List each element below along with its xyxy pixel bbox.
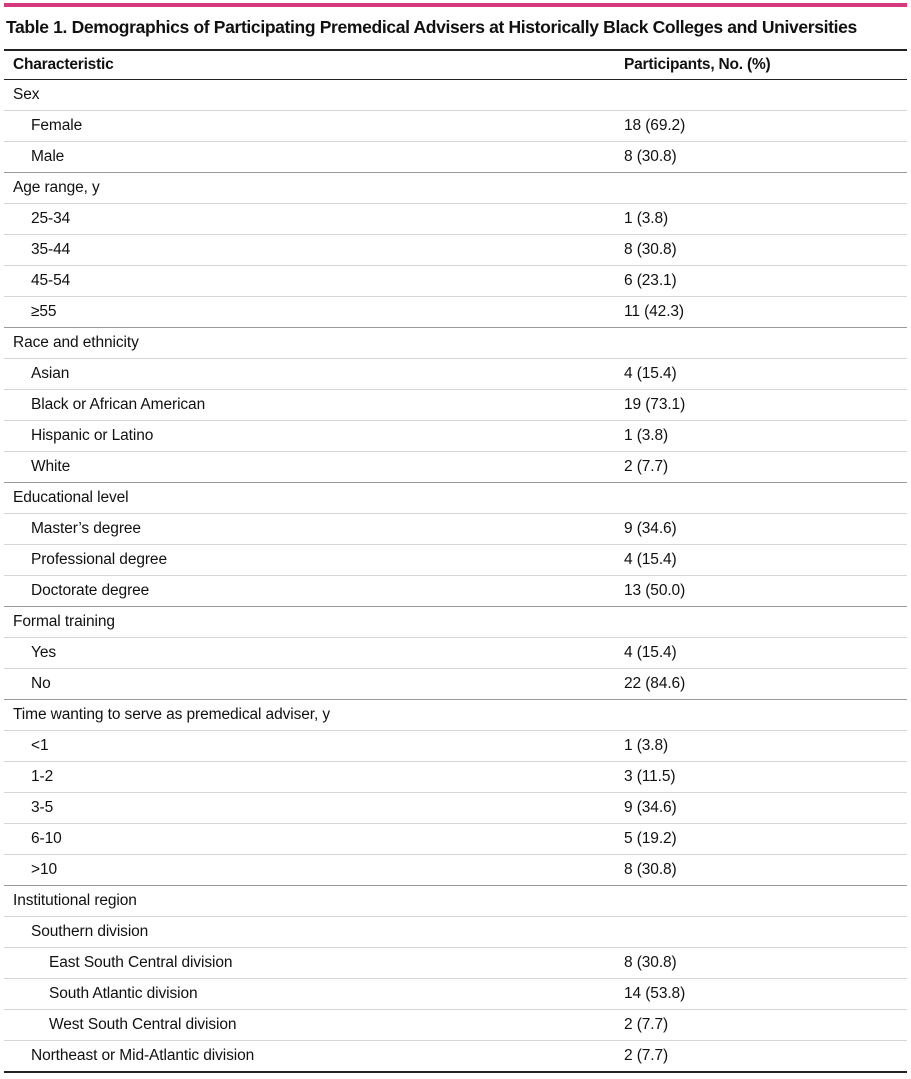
row-value <box>616 173 907 204</box>
row-label: Age range, y <box>4 173 616 204</box>
row-value: 2 (7.7) <box>616 452 907 483</box>
row-label: Race and ethnicity <box>4 328 616 359</box>
row-label: 45-54 <box>4 266 616 297</box>
row-label: Sex <box>13 86 40 103</box>
row-value <box>616 917 907 948</box>
row-label: Institutional region <box>4 886 616 917</box>
row-label: South Atlantic division <box>4 979 616 1010</box>
row-value: 3 (11.5) <box>616 762 907 793</box>
row-label: Asian <box>4 359 616 390</box>
row-label: Black or African American <box>4 390 616 421</box>
row-label: No <box>4 669 616 700</box>
row-label: Yes <box>4 638 616 669</box>
table-row <box>4 638 907 669</box>
row-label: 1-2 <box>4 762 616 793</box>
table-group-row <box>4 607 907 638</box>
row-value <box>616 483 907 514</box>
row-value: 9 (34.6) <box>616 793 907 824</box>
row-label: ≥55 <box>4 297 616 328</box>
row-value: 11 (42.3) <box>616 297 907 328</box>
row-value: 13 (50.0) <box>616 576 907 607</box>
row-label: Master’s degree <box>4 514 616 545</box>
table-row <box>4 235 907 266</box>
row-value: 2 (7.7) <box>616 1010 907 1041</box>
row-value: 8 (30.8) <box>616 855 907 886</box>
row-label: <1 <box>4 731 616 762</box>
row-value: 4 (15.4) <box>616 359 907 390</box>
row-value: 8 (30.8) <box>616 235 907 266</box>
row-label: 6-10 <box>4 824 616 855</box>
table-row <box>4 731 907 762</box>
row-label: 35-44 <box>4 235 616 266</box>
table-row <box>4 948 907 979</box>
row-label: 3-5 <box>4 793 616 824</box>
column-header-characteristic: Characteristic <box>4 51 616 80</box>
table-group-row <box>4 483 907 514</box>
row-value: 19 (73.1) <box>616 390 907 421</box>
table-body <box>4 80 907 1072</box>
table-title: Table 1. Demographics of Participating Premedical Advisers at Historically Black Colleges and Universities <box>6 17 857 37</box>
row-label: 25-34 <box>4 204 616 235</box>
table-row <box>4 1041 907 1072</box>
row-label: Northeast or Mid-Atlantic division <box>4 1041 616 1072</box>
table-row <box>4 855 907 886</box>
table-group-row <box>4 173 907 204</box>
table-row <box>4 545 907 576</box>
table-row <box>4 266 907 297</box>
table-row <box>4 390 907 421</box>
row-label: East South Central division <box>4 948 616 979</box>
table-row <box>4 824 907 855</box>
table-group-row <box>4 80 907 111</box>
table-row <box>4 979 907 1010</box>
table-row <box>4 204 907 235</box>
row-label: Educational level <box>4 483 616 514</box>
row-label: Male <box>4 142 616 173</box>
column-header-participants: Participants, No. (%) <box>616 51 907 80</box>
row-label: White <box>4 452 616 483</box>
table-row <box>4 514 907 545</box>
table-row <box>4 576 907 607</box>
row-value: 1 (3.8) <box>616 731 907 762</box>
table-group-row <box>4 917 907 948</box>
row-label: Hispanic or Latino <box>4 421 616 452</box>
row-value <box>616 700 907 731</box>
table-row <box>4 669 907 700</box>
table-row <box>4 142 907 173</box>
table-row <box>4 421 907 452</box>
table-row <box>4 1010 907 1041</box>
header-row <box>4 51 907 80</box>
row-value: 4 (15.4) <box>616 638 907 669</box>
row-value: 4 (15.4) <box>616 545 907 576</box>
row-value: 14 (53.8) <box>616 979 907 1010</box>
row-label: Professional degree <box>4 545 616 576</box>
row-value: 5 (19.2) <box>616 824 907 855</box>
row-value: 8 (30.8) <box>616 948 907 979</box>
row-value: 22 (84.6) <box>616 669 907 700</box>
table-container <box>4 0 907 1073</box>
row-value <box>616 607 907 638</box>
row-value <box>616 80 907 111</box>
row-value: 18 (69.2) <box>616 111 907 142</box>
table-row <box>4 452 907 483</box>
bottom-rule <box>4 1071 907 1073</box>
row-value <box>616 886 907 917</box>
table-row <box>4 793 907 824</box>
row-value <box>616 328 907 359</box>
row-label: >10 <box>4 855 616 886</box>
row-value: 1 (3.8) <box>616 421 907 452</box>
row-value: 9 (34.6) <box>616 514 907 545</box>
table-row <box>4 297 907 328</box>
row-value: 2 (7.7) <box>616 1041 907 1072</box>
row-label: Female <box>4 111 616 142</box>
demographics-table <box>4 51 907 1071</box>
row-label: Doctorate degree <box>4 576 616 607</box>
row-label: Time wanting to serve as premedical adviser, y <box>4 700 616 731</box>
row-label: Southern division <box>4 917 616 948</box>
table-row <box>4 111 907 142</box>
table-group-row <box>4 886 907 917</box>
table-row <box>4 762 907 793</box>
table-group-row <box>4 700 907 731</box>
table-group-row <box>4 328 907 359</box>
row-value: 1 (3.8) <box>616 204 907 235</box>
row-label: West South Central division <box>4 1010 616 1041</box>
row-value: 6 (23.1) <box>616 266 907 297</box>
row-value: 8 (30.8) <box>616 142 907 173</box>
table-row <box>4 359 907 390</box>
row-label: Formal training <box>4 607 616 638</box>
